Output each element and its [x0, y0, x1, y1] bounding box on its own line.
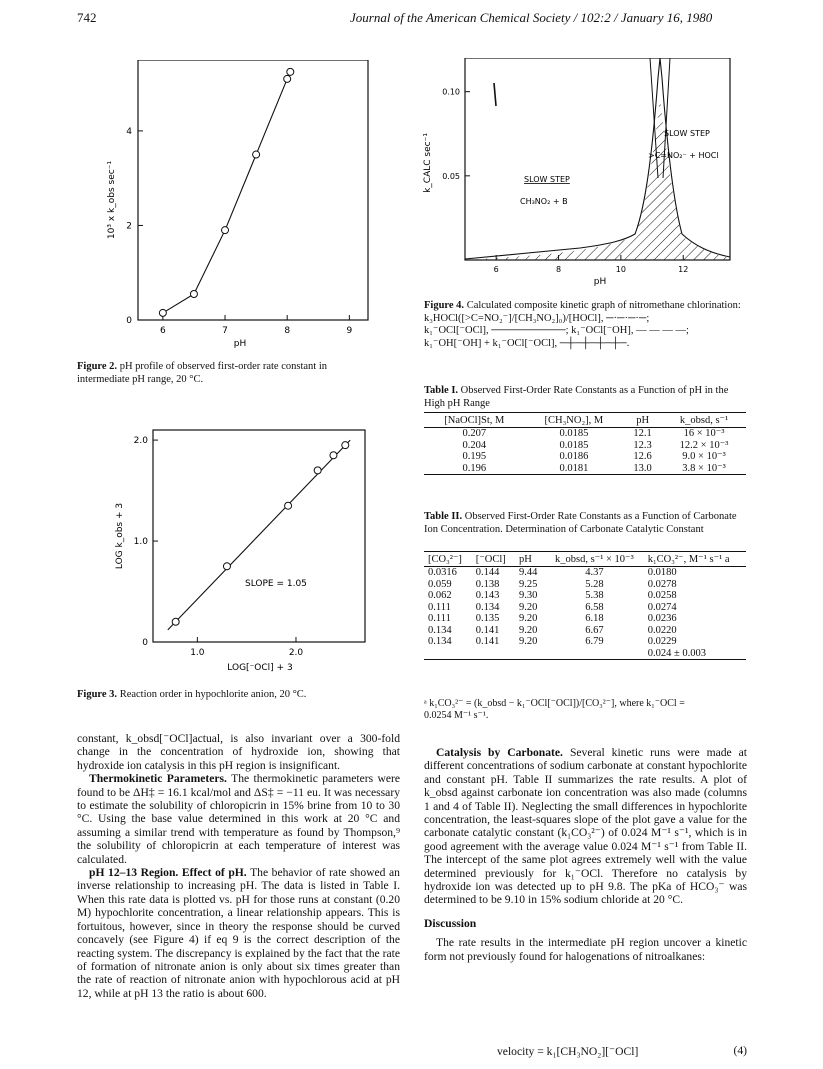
table-1 [424, 412, 746, 475]
table-2-title: Table II. Observed First-Order Rate Constants as a Function of Carbonate Ion Concentration. Determination of Carbonate Catalytic Constant [424, 511, 737, 535]
table-2-footnote: ᵃ k₁CO₃²⁻ = (k_obsd − k₁⁻OCl[⁻OCl])/[CO₃²⁻], where k₁⁻OCl = 0.0254 M⁻¹ s⁻¹. [424, 698, 685, 721]
table-cell: 6.67 [585, 624, 604, 636]
fig2-data-point [284, 75, 291, 82]
table-cell: 6.79 [585, 636, 604, 647]
fig3-xlabel: LOG[⁻OCl] + 3 [227, 663, 293, 673]
table-row [424, 463, 746, 475]
table-cell: 0.111 [428, 613, 451, 624]
paragraph: The rate results in the intermediate pH region uncover a kinetic form not previously found for halogenations of nitroalkanes: [424, 936, 747, 963]
table-cell: 9.20 [519, 601, 538, 613]
journal-header: Journal of the American Chemical Society / 102:2 / January 16, 1980 [350, 10, 713, 25]
y-tick-label: 2.0 [133, 436, 148, 447]
page-number: 742 [77, 10, 97, 25]
fig2-ylabel: 10³ x k_obs sec⁻¹ [107, 160, 117, 240]
fig4-label-right-body: >C=NO₂⁻ + HOCl [648, 151, 719, 160]
table-header: k_obsd, s⁻¹ × 10⁻³ [545, 552, 644, 567]
y-tick-label: 1.0 [133, 537, 148, 548]
fig2-data-point [159, 309, 166, 316]
paragraph: Catalysis by Carbonate. Several kinetic runs were made at different concentrations of sodium carbonate at constant hypochlorite and constant pH. Table II summarizes the rate results. A plot of k_obsd against carbonate ion concentration was also made (columns 1 and 4 of Table II). Neglecting the small differences in hypochlorite concentration, the least-squares slope of the plot gave a value for the carbonate catalytic constant (k₁CO₃²⁻) of 0.024 M⁻¹ s⁻¹, which is in good agreement with the average value 0.024 M⁻¹ s⁻¹ from Table II. The intercept of the same plot agrees extremely well with the value determined previously for k₁⁻OCl. Therefore no catalysis by hydroxide ion was detected up to pH 9.8. The pKa of HCO₃⁻ was determined to be 9.10 in 15% sodium chloride at 20 °C. [424, 746, 748, 907]
x-tick-label: 6 [493, 265, 499, 274]
x-tick-label: 1.0 [190, 648, 205, 658]
x-tick-label: 9 [346, 326, 353, 336]
figure-4 [420, 58, 740, 298]
y-tick-label: 0.05 [442, 171, 460, 181]
fig3-data-point [223, 563, 230, 570]
table-cell: 0.0316 [428, 567, 457, 578]
table-row [424, 579, 746, 591]
table-cell: 0.0186 [559, 451, 589, 462]
table-cell: 6.18 [585, 613, 604, 624]
table-cell: 0.196 [424, 463, 525, 475]
table-header: pH [515, 552, 545, 567]
paragraph: Thermokinetic Parameters. The thermokinetic parameters were found to be ΔH‡ = 16.1 kcal/mol and ΔS‡ = −11 eu. It was necessary to estimate the solubility of chloropicrin in 15% brine from 10 to 30 °C. Using the base value determined in this work at 20 °C and assuming a similar trend with temperature as found by Thompson,⁹ the solubility of chloropicrin at each temperature of interest was calculated. [77, 772, 400, 866]
table-cell: 0.144 [475, 567, 500, 578]
table-cell: 0.195 [462, 451, 487, 462]
fig3-data-point [330, 452, 337, 459]
table-cell: 0.0258 [647, 590, 677, 601]
x-tick-label: 6 [159, 326, 166, 336]
table-row [424, 590, 746, 602]
table-cell: 0.138 [475, 578, 500, 590]
table-cell: 0.134 [428, 624, 452, 636]
table-row-average [424, 648, 746, 660]
table-cell: 12.2 × 10⁻³ [679, 439, 729, 451]
table-cell: 5.28 [585, 578, 604, 590]
x-tick-label: 10 [615, 265, 626, 274]
fig4-ylabel: k_CALC sec⁻¹ [423, 133, 433, 193]
table-row [424, 440, 746, 452]
table-cell: 0.0185 [559, 428, 589, 439]
table-cell: 9.20 [519, 624, 538, 636]
table-cell: 0.0185 [559, 439, 589, 451]
table-cell: 0.0278 [647, 578, 677, 590]
y-tick-label: 0 [126, 316, 132, 326]
fig2-data-point [253, 151, 260, 158]
y-tick-label: 0 [142, 638, 148, 648]
table-row [424, 602, 746, 614]
figure-3-plot [100, 418, 380, 683]
table-cell: 0.134 [475, 601, 500, 613]
fig3-fit-line [168, 440, 350, 630]
table-cell: 0.0180 [647, 567, 677, 578]
section-heading: Discussion [424, 916, 477, 930]
table-cell: 6.58 [585, 601, 604, 613]
paragraph: pH 12–13 Region. Effect of pH. The behavior of rate showed an inverse relationship to increasing pH. The data is listed in Table I. When this rate data is plotted vs. pH for those runs at constant (0.20 M) hypochlorite concentration, a linear relationship appears. This is fortuitous, however, since in theory the response should be curved concavely (see Figure 4) if eq 9 is the correct description of the reacting system. The discrepancy is explained by the fact that the rate of formation of nitronate anion is only about six times greater than the rate of reaction of nitronate anion with hypochlorous acid at pH 12, while at pH 13 the ratio is about 600. [77, 866, 400, 1000]
table-row [424, 613, 746, 625]
fig4-label-right-title: SLOW STEP [664, 129, 710, 138]
table-cell: 0.0181 [525, 463, 624, 475]
x-tick-label: 8 [555, 265, 562, 274]
fig2-data-point [190, 291, 197, 298]
table-row [424, 636, 746, 648]
table-1-title: Table I. Observed First-Order Rate Constants as a Function of pH in the High pH Range [424, 385, 729, 409]
table-cell: 12.6 [633, 451, 652, 462]
table-cell: 0.135 [475, 613, 500, 624]
x-tick-label: 8 [284, 326, 291, 336]
fig4-label-left-body: CH₃NO₂ + B [520, 197, 568, 206]
table-row [424, 428, 746, 440]
table-cell: 0.143 [475, 590, 500, 601]
table-cell: 0.059 [428, 578, 452, 590]
table-cell: 0.207 [462, 428, 487, 439]
fig4-xlabel: pH [593, 277, 607, 287]
table-cell: 0.0229 [647, 636, 677, 647]
table-header: [⁻OCl] [472, 552, 515, 567]
table-cell: 13.0 [623, 463, 662, 475]
equation-4: velocity = k₁[CH₃NO₂][⁻OCl] (4) [497, 1044, 747, 1058]
table-header: [CO₃²⁻] [424, 552, 472, 567]
table-row [424, 625, 746, 637]
table-header: pH [623, 413, 662, 428]
table-cell: 9.20 [519, 613, 538, 624]
fig4-label-left-title: SLOW STEP [524, 175, 570, 184]
figure-3-caption: Figure 3. Reaction order in hypochlorite anion, 20 °C. [77, 689, 307, 700]
table-cell: 0.204 [462, 439, 487, 451]
paragraph: constant, k_obsd[⁻OCl]actual, is also invariant over a 300-fold change in the concentration of hydroxide ion, showing that hydroxide ion catalysis in this pH region is insignificant. [77, 732, 400, 772]
table-cell: 16 × 10⁻³ [683, 428, 725, 439]
table-header: [NaOCl]St, M [424, 413, 525, 428]
fig2-curve [163, 72, 290, 313]
x-tick-label: 2.0 [288, 648, 304, 658]
table-row [424, 567, 746, 579]
left-column-text [77, 732, 400, 1000]
figure-4-plot [420, 58, 740, 298]
table-header: k_obsd, s⁻¹ [662, 413, 746, 428]
table-cell: 3.8 × 10⁻³ [662, 463, 746, 475]
fig3-data-point [342, 442, 349, 449]
table-cell: 0.141 [475, 624, 500, 636]
table-cell: 0.0220 [647, 624, 677, 636]
table-cell: 0.0236 [647, 613, 677, 624]
table-cell: 4.37 [585, 567, 604, 578]
y-tick-label: 4 [126, 126, 132, 137]
table-cell: 12.3 [633, 439, 652, 451]
table-cell: 9.30 [519, 590, 538, 601]
figure-2-caption: Figure 2. pH profile of observed first-order rate constant in intermediate pH range, 20 °C. [77, 361, 327, 385]
x-tick-label: 12 [678, 265, 689, 274]
table-row [424, 451, 746, 463]
table-cell: 9.20 [519, 636, 538, 647]
figure-2-plot [100, 60, 380, 350]
right-column-text [424, 746, 747, 963]
y-tick-label: 2 [126, 221, 132, 232]
table-cell: 0.134 [428, 636, 452, 647]
fig3-data-point [314, 467, 321, 474]
fig3-data-point [172, 618, 179, 625]
fig2-data-point [222, 227, 229, 234]
fig3-data-point [285, 502, 292, 509]
table-header: [CH₃NO₂], M [525, 413, 624, 428]
table-cell: 12.1 [633, 428, 652, 439]
y-tick-label: 0.10 [442, 87, 460, 97]
table-cell: 0.0274 [647, 601, 677, 613]
table-cell: 9.0 × 10⁻³ [682, 451, 726, 462]
fig3-ylabel: LOG k_obs + 3 [115, 502, 125, 570]
table-cell: 0.062 [428, 590, 452, 601]
table-cell: 9.25 [519, 578, 538, 590]
fig2-data-point [287, 68, 294, 75]
figure-4-caption: Figure 4. Calculated composite kinetic graph of nitromethane chlorination: k₃HOCl([>C=NO₂⁻]/[CH₃NO₂]₀)/[HOCl], ─·─·─·─; k₁⁻OCl[⁻OCl], ──────────; k₁⁻OCl[⁻OH], — — — —; k₁⁻OH[⁻OH] + k₁⁻OCl[⁻OCl], ─┼─┼─┼─┼─. [424, 300, 741, 349]
fig2-xlabel: pH [233, 339, 247, 349]
table-header: k₁CO₃²⁻, M⁻¹ s⁻¹ a [644, 552, 746, 567]
table-cell: 0.111 [428, 601, 451, 613]
table-average: 0.024 ± 0.003 [644, 648, 746, 660]
table-2 [424, 551, 746, 660]
table-cell: 9.44 [519, 567, 538, 578]
table-cell: 5.38 [585, 590, 604, 601]
fig3-annotation: SLOPE = 1.05 [245, 579, 307, 589]
x-tick-label: 7 [222, 326, 228, 336]
figure-2 [100, 60, 380, 350]
table-cell: 0.141 [475, 636, 500, 647]
figure-3 [100, 418, 380, 683]
